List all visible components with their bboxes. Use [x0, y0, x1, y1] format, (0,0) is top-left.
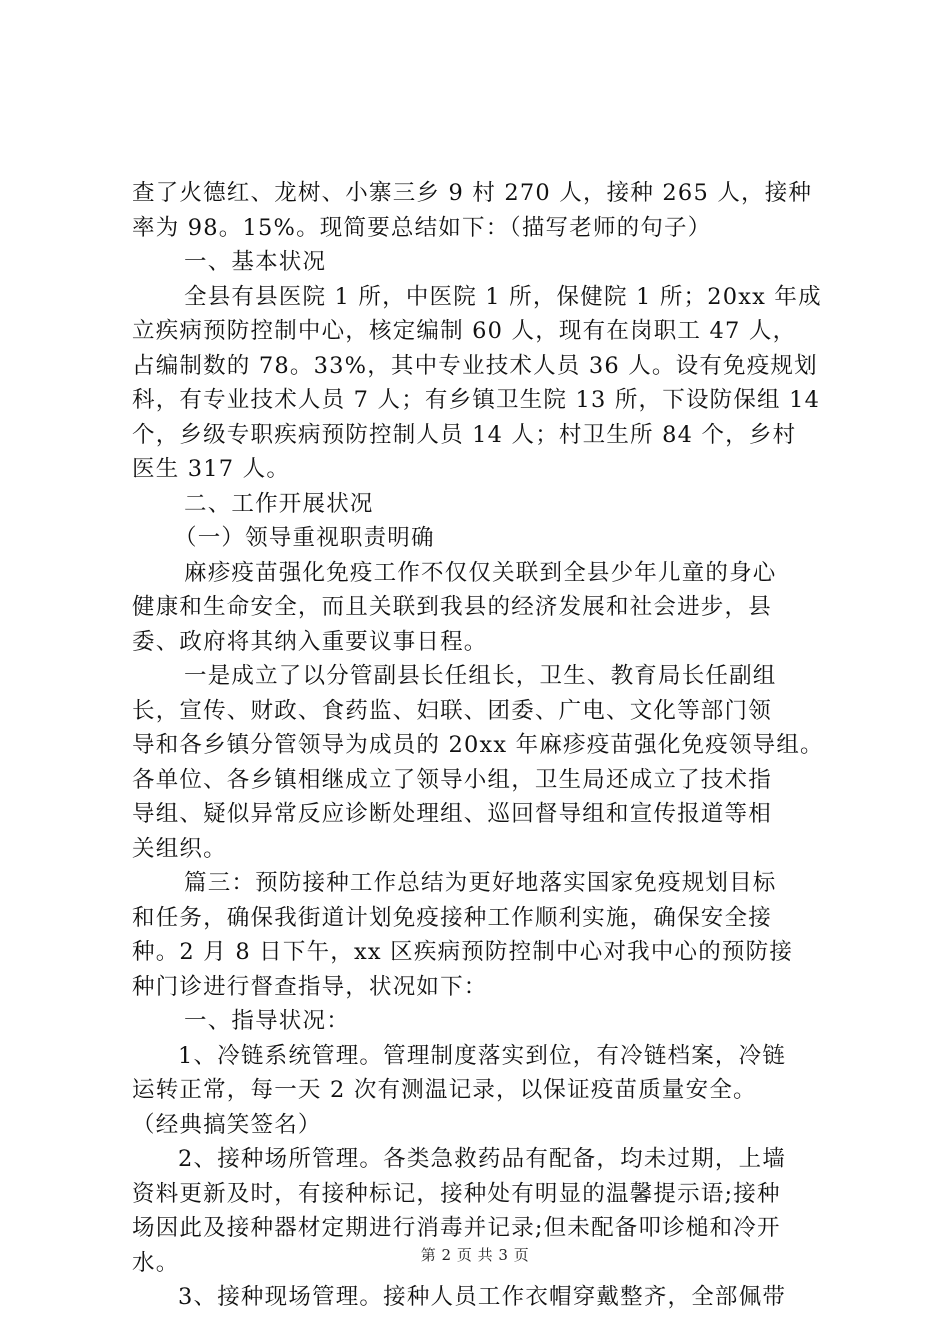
text-line: 运转正常，每一天 2 次有测温记录，以保证疫苗质量安全。 [132, 1077, 757, 1103]
text-line: 个，乡级专职疾病预防控制人员 14 人；村卫生所 84 个，乡村 [132, 421, 797, 448]
text-line: 健康和生命安全，而且关联到我县的经济发展和社会进步，县 [132, 594, 772, 620]
text-line: 导和各乡镇分管领导为成员的 20xx 年麻疹疫苗强化免疫领导组。 [132, 732, 824, 758]
text-line: 2、接种场所管理。各类急救药品有配备，均未过期，上墙 [178, 1146, 787, 1172]
page-footer: 第 2 页 共 3 页 [420, 1246, 530, 1264]
text-line: 科，有专业技术人员 7 人；有乡镇卫生院 13 所，下设防保组 14 [132, 387, 821, 413]
text-line: 资料更新及时，有接种标记，接种处有明显的温馨提示语;接种 [132, 1180, 781, 1207]
text-line: 种。2 月 8 日下午，xx 区疾病预防控制中心对我中心的预防接 [132, 939, 794, 965]
text-line: 和任务，确保我街道计划免疫接种工作顺利实施，确保安全接 [132, 904, 772, 931]
text-line: 3、接种现场管理。接种人员工作衣帽穿戴整齐，全部佩带 [178, 1284, 787, 1310]
section-heading: 二、工作开展状况 [184, 490, 374, 517]
text-line: 篇三：预防接种工作总结为更好地落实国家免疫规划目标 [184, 870, 777, 896]
text-line: 一是成立了以分管副县长任组长，卫生、教育局长任副组 [184, 663, 777, 689]
section-heading: 一、基本状况 [184, 249, 327, 275]
text-line: 率为 98。15%。现简要总结如下：（描写老师的句子） [132, 214, 712, 241]
document-body [132, 176, 832, 1315]
text-line: 1、冷链系统管理。管理制度落实到位，有冷链档案，冷链 [178, 1042, 787, 1069]
text-line: 立疾病预防控制中心，核定编制 60 人，现有在岗职工 47 人， [132, 318, 797, 344]
subsection-heading: （一）领导重视职责明确 [174, 525, 435, 551]
text-line: 场因此及接种器材定期进行消毒并记录;但未配备叩诊槌和冷开 [132, 1215, 781, 1241]
text-line: 查了火德红、龙树、小寨三乡 9 村 270 人，接种 265 人，接种 [132, 180, 813, 206]
text-line: 全县有县医院 1 所，中医院 1 所，保健院 1 所；20xx 年成 [184, 283, 822, 310]
text-line: 各单位、各乡镇相继成立了领导小组，卫生局还成立了技术指 [132, 766, 772, 793]
text-line: 委、政府将其纳入重要议事日程。 [132, 628, 488, 655]
text-line: 医生 317 人。 [132, 456, 291, 482]
text-line: 导组、疑似异常反应诊断处理组、巡回督导组和宣传报道等相 [132, 801, 772, 827]
text-line: 麻疹疫苗强化免疫工作不仅仅关联到全县少年儿童的身心 [184, 559, 777, 586]
text-line: 长，宣传、财政、食药监、妇联、团委、广电、文化等部门领 [132, 697, 772, 724]
text-line: 占编制数的 78。33%，其中专业技术人员 36 人。设有免疫规划 [132, 352, 818, 379]
text-line: （经典搞笑签名） [132, 1111, 322, 1138]
text-line: 关组织。 [132, 835, 227, 862]
section-heading: 一、指导状况： [184, 1008, 350, 1034]
text-line: 水。 [132, 1249, 180, 1276]
text-line: 种门诊进行督查指导，状况如下： [132, 973, 488, 1000]
